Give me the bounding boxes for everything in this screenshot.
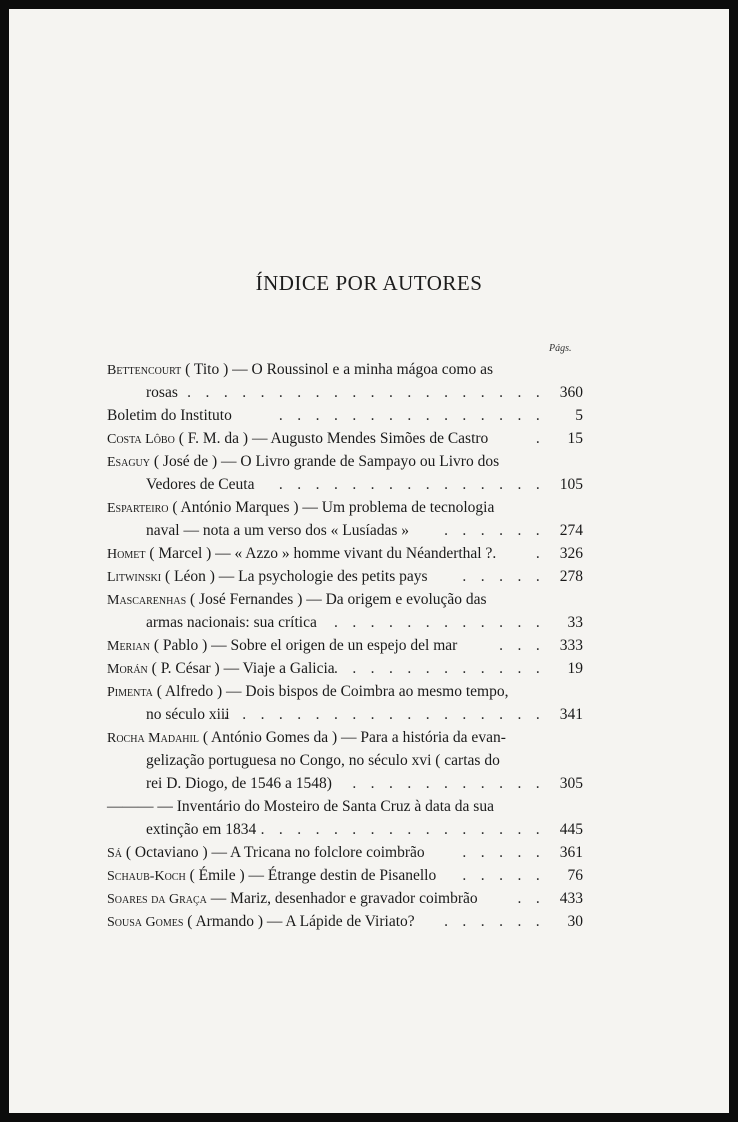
entry-text xyxy=(107,381,178,404)
entry-text xyxy=(107,427,488,451)
entry-text xyxy=(107,611,317,634)
dot-leader: . . . . . . . . . . . . . . . . xyxy=(260,821,545,838)
entry-text xyxy=(107,772,332,795)
entry-title: rei D. Diogo, de 1546 a 1548) xyxy=(146,775,332,792)
index-entry-line xyxy=(107,588,583,611)
entry-title: ( Octaviano ) — A Tricana no folclore coimbrão xyxy=(122,844,425,861)
page-number: 19 xyxy=(567,660,583,677)
entry-title: ( António Marques ) — Um problema de tecnologia xyxy=(168,499,495,516)
entry-text xyxy=(107,358,493,382)
page-number: 333 xyxy=(559,637,583,654)
author-name: Esaguy xyxy=(107,455,150,470)
entry-text xyxy=(107,542,496,566)
dot-leader: . xyxy=(535,430,545,447)
index-entry-line xyxy=(107,634,583,657)
index-entry-line xyxy=(107,358,583,381)
dot-leader: . . . . . . . . . . . xyxy=(352,775,545,792)
page-number: 15 xyxy=(567,430,583,447)
index-entry-line xyxy=(107,542,583,565)
entry-title: Boletim do Instituto xyxy=(107,407,232,424)
entry-text xyxy=(107,703,230,726)
entry-title: ( P. César ) — Viaje a Galicia xyxy=(147,660,335,677)
entry-title: Vedores de Ceuta xyxy=(146,476,255,493)
dot-leader: . . . xyxy=(499,637,545,654)
index-entry-line xyxy=(107,565,583,588)
index-entry-line xyxy=(107,427,583,450)
author-name: Pimenta xyxy=(107,685,153,700)
entry-title: rosas xyxy=(146,384,178,401)
entry-text xyxy=(107,841,425,865)
index-entry-line xyxy=(107,772,583,795)
entry-title: ( Émile ) — Étrange destin de Pisanello xyxy=(185,867,437,884)
entry-title: ( Armando ) — A Lápide de Viriato? xyxy=(183,913,415,930)
page-title: ÍNDICE POR AUTORES xyxy=(255,271,483,295)
author-name: Sá xyxy=(107,846,123,861)
index-entry-line xyxy=(107,496,583,519)
entry-text xyxy=(107,864,436,888)
index-entry-line xyxy=(107,381,583,404)
entry-text xyxy=(107,404,232,427)
pages-column-header: Págs. xyxy=(549,343,572,354)
index-entry-line xyxy=(107,519,583,542)
page-number: 5 xyxy=(575,407,583,424)
entry-text xyxy=(107,565,428,589)
index-entry-line xyxy=(107,657,583,680)
entry-title: ( Tito ) — O Roussinol e a minha mágoa como as xyxy=(181,361,493,378)
entry-text xyxy=(107,726,506,750)
author-name: Costa Lôbo xyxy=(107,432,175,447)
page-number: 360 xyxy=(559,384,583,401)
entry-title: ( F. M. da ) — Augusto Mendes Simões de Castro xyxy=(174,430,489,447)
page-number: 341 xyxy=(559,706,583,723)
author-name: Bettencourt xyxy=(107,363,182,378)
index-entry-line xyxy=(107,910,583,933)
page-number: 30 xyxy=(567,913,583,930)
entry-title: ( Pablo ) — Sobre el origen de un espejo del mar xyxy=(150,637,458,654)
page-number: 433 xyxy=(559,890,583,907)
page-number: 105 xyxy=(559,476,583,493)
entry-title: ( José Fernandes ) — Da origem e evolução das xyxy=(186,591,487,608)
dot-leader: . . . . . xyxy=(462,844,545,861)
document-page xyxy=(9,9,729,1113)
page-number: 445 xyxy=(559,821,583,838)
entry-text xyxy=(107,749,500,772)
page-number: 33 xyxy=(567,614,583,631)
entry-title: extinção em 1834 xyxy=(146,821,257,838)
entry-title: no século xiii xyxy=(146,706,230,723)
entry-title: gelização portuguesa no Congo, no século xvi ( cartas do xyxy=(146,752,500,769)
index-entry-line xyxy=(107,680,583,703)
dot-leader: . . . . . . . . . . . . . . . . . . xyxy=(223,706,545,723)
author-index xyxy=(107,358,583,933)
index-entry-line xyxy=(107,611,583,634)
index-entry-line xyxy=(107,703,583,726)
author-name: Litwinski xyxy=(107,570,162,585)
page-number: 305 xyxy=(559,775,583,792)
entry-text xyxy=(107,795,494,818)
entry-text xyxy=(107,588,487,612)
page-number: 278 xyxy=(559,568,583,585)
index-entry-line xyxy=(107,726,583,749)
dot-leader: . . . . . . . . . . . . . . . xyxy=(278,407,545,424)
dot-leader: . . . . . xyxy=(462,867,545,884)
entry-text xyxy=(107,657,335,681)
entry-text xyxy=(107,680,508,704)
index-entry-line xyxy=(107,887,583,910)
entry-text xyxy=(107,473,254,496)
author-name: Sousa Gomes xyxy=(107,915,184,930)
dot-leader: . . . . . . xyxy=(444,522,545,539)
index-entry-line xyxy=(107,818,583,841)
dot-leader: . . . . . xyxy=(462,568,545,585)
entry-title: ( Léon ) — La psychologie des petits pays xyxy=(161,568,428,585)
page-number: 361 xyxy=(559,844,583,861)
author-name: Soares da Graça xyxy=(107,892,207,907)
author-name: Morán xyxy=(107,662,148,677)
entry-text xyxy=(107,450,499,474)
page-number: 76 xyxy=(567,867,583,884)
index-entry-line xyxy=(107,841,583,864)
entry-title: ——— — Inventário do Mosteiro de Santa Cruz à data da sua xyxy=(107,798,494,815)
index-entry-line xyxy=(107,864,583,887)
author-name: Merian xyxy=(107,639,150,654)
dot-leader: . xyxy=(535,545,545,562)
index-entry-line xyxy=(107,404,583,427)
index-entry-line xyxy=(107,749,583,772)
dot-leader: . . . . . . xyxy=(444,913,545,930)
author-name: Mascarenhas xyxy=(107,593,187,608)
entry-title: naval — nota a um verso dos « Lusíadas » xyxy=(146,522,410,539)
entry-title: ( Marcel ) — « Azzo » homme vivant du Néanderthal ?. xyxy=(145,545,497,562)
entry-text xyxy=(107,634,457,658)
author-name: Schaub-Koch xyxy=(107,869,186,884)
dot-leader: . . . . . . . . . . . . xyxy=(333,614,545,631)
entry-title: — Mariz, desenhador e gravador coimbrão xyxy=(206,890,478,907)
entry-text xyxy=(107,887,478,911)
author-name: Esparteiro xyxy=(107,501,169,516)
entry-title: ( Alfredo ) — Dois bispos de Coimbra ao mesmo tempo, xyxy=(152,683,509,700)
dot-leader: . . . . . . . . . . . . . . . . . . . . xyxy=(187,384,545,401)
entry-text xyxy=(107,496,494,520)
index-entry-line xyxy=(107,473,583,496)
author-name: Rocha Madahil xyxy=(107,731,199,746)
entry-title: ( António Gomes da ) — Para a história da evan- xyxy=(198,729,506,746)
page-number: 326 xyxy=(559,545,583,562)
index-entry-line xyxy=(107,795,583,818)
author-name: Homet xyxy=(107,547,146,562)
entry-title: ( José de ) — O Livro grande de Sampayo ou Livro dos xyxy=(150,453,500,470)
entry-title: armas nacionais: sua crítica xyxy=(146,614,317,631)
dot-leader: . . xyxy=(517,890,545,907)
entry-text xyxy=(107,519,409,542)
entry-text xyxy=(107,818,256,841)
index-entry-line xyxy=(107,450,583,473)
page-number: 274 xyxy=(559,522,583,539)
dot-leader: . . . . . . . . . . . . . . . xyxy=(278,476,545,493)
dot-leader: . . . . . . . . . . . . xyxy=(333,660,545,677)
entry-text xyxy=(107,910,415,934)
